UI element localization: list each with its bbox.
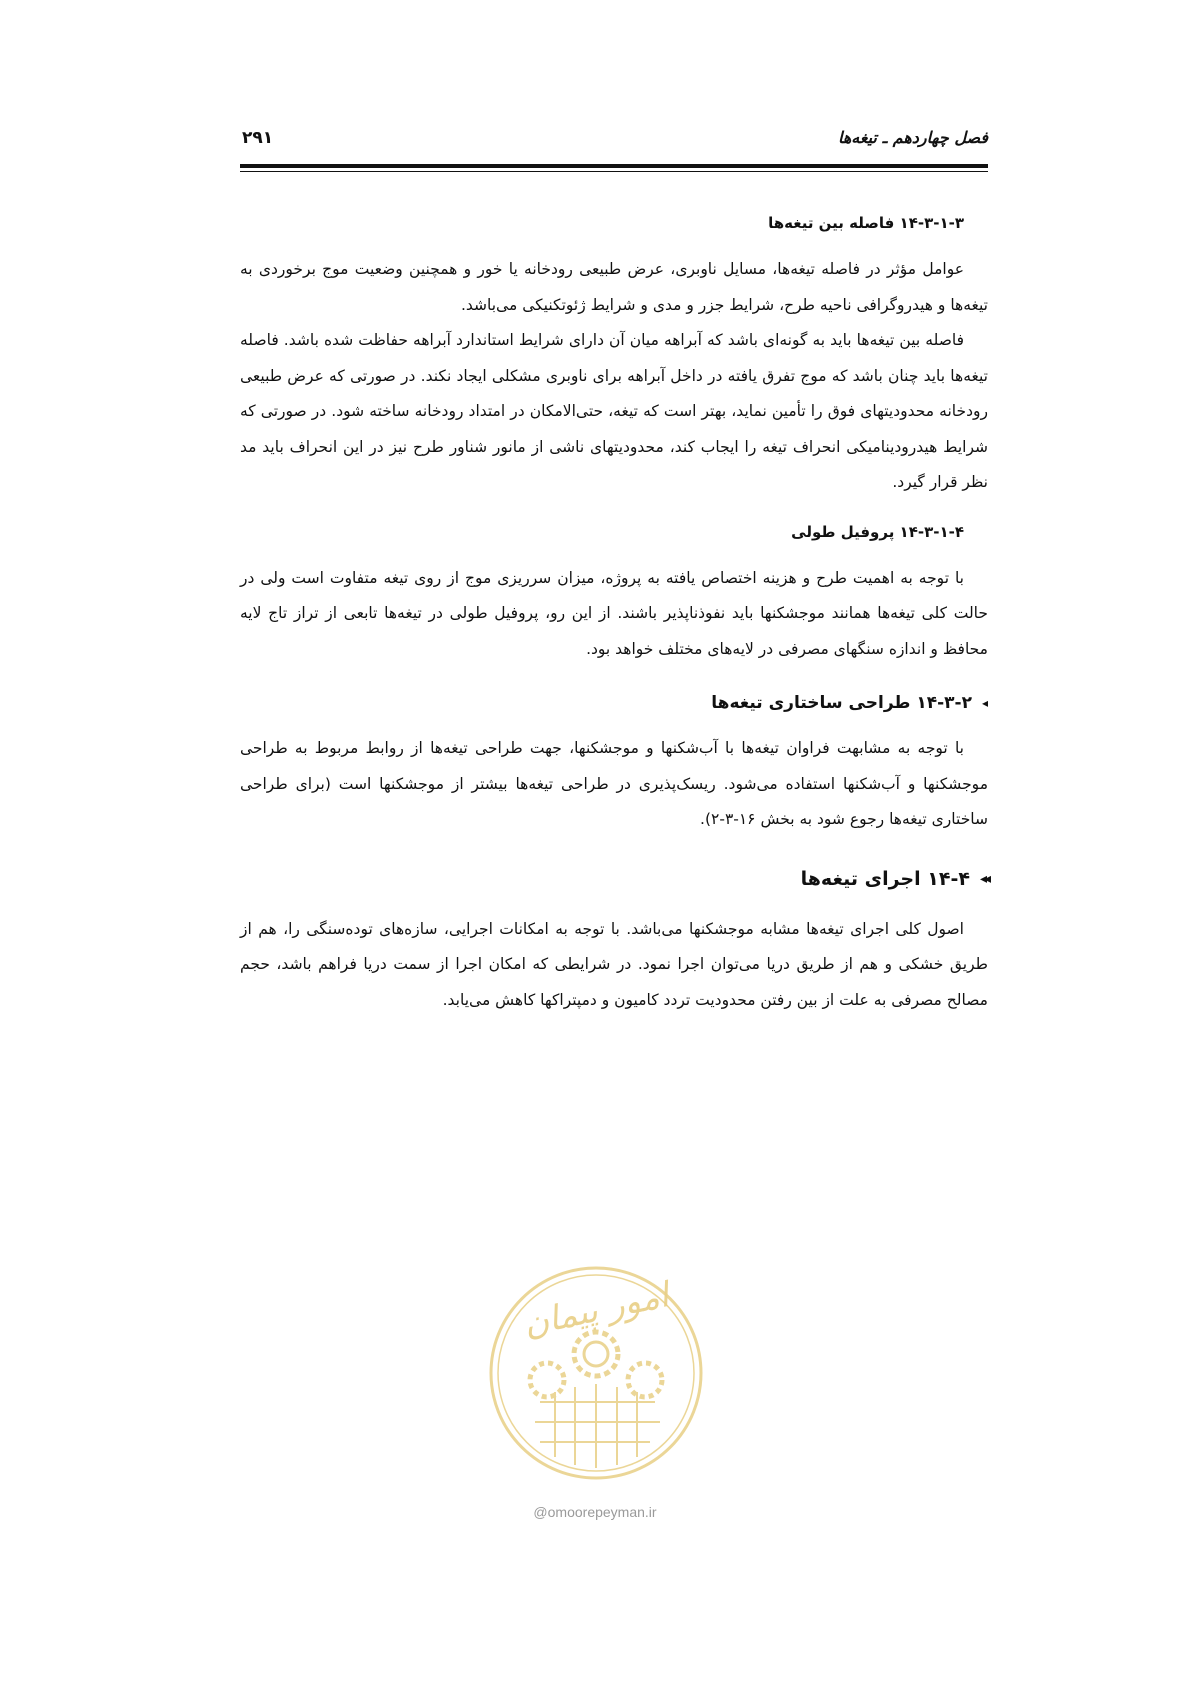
header-rule-thick <box>240 164 988 168</box>
chapter-section-heading-text: ۱۴-۴ اجرای تیغه‌ها <box>800 867 970 890</box>
paragraph: اصول کلی اجرای تیغه‌ها مشابه موجشکنها می‌باشد. با توجه به امکانات اجرایی، سازه‌های توده‌سنگی را، هم از طریق خشکی و هم از طریق دریا می‌توان اجرا نمود. در شرایطی که امکان اجرا از سمت دریا فراهم باشد، حجم مصالح مصرفی به علت از بین رفتن محدودیت تردد کامیون و دمپتراکها کاهش می‌یابد. <box>240 919 988 1009</box>
chapter-title: فصل چهاردهم ـ تیغه‌ها <box>837 128 988 147</box>
watermark-logo <box>485 1262 707 1484</box>
subsection-heading: ۱۴-۳-۱-۳ فاصله بین تیغه‌ها <box>768 214 964 232</box>
paragraph: عوامل مؤثر در فاصله تیغه‌ها، مسایل ناوبری، عرض طبیعی رودخانه یا خور و همچنین وضعیت موج برخوردی به تیغه‌ها و هیدروگرافی ناحیه طرح، شرایط جزر و مدی و شرایط ژئوتکنیکی می‌باشد. <box>240 260 988 314</box>
watermark-logo-text: امور پیمان <box>519 1275 673 1345</box>
section-spacing <box>240 210 988 501</box>
subsection-heading: ۱۴-۳-۱-۴ پروفیل طولی <box>791 522 964 541</box>
page-number: ۲۹۱ <box>242 128 274 148</box>
chapter-section-heading <box>240 864 988 894</box>
section-longitudinal-profile <box>240 519 988 668</box>
section-heading-text: ۱۴-۳-۲ طراحی ساختاری تیغه‌ها <box>711 693 972 713</box>
section-structural-design <box>240 689 988 838</box>
paragraph: با توجه به مشابهت فراوان تیغه‌ها با آب‌شکنها و موجشکنها، جهت طراحی تیغه‌ها از روابط مربوط به طراحی موجشکنها و آب‌شکنها استفاده می‌شود. ریسک‌پذیری در طراحی تیغه‌ها بیشتر از موجشکنها است (برای طراحی ساختاری تیغه‌ها رجوع شود به بخش ۱۶-۳-۲). <box>240 739 988 828</box>
section-execution <box>240 864 988 1019</box>
page-body <box>240 210 988 1018</box>
page-header <box>240 128 988 162</box>
watermark-url: @omoorepeyman.ir <box>533 1504 657 1520</box>
paragraph: فاصله بین تیغه‌ها باید به گونه‌ای باشد که آبراهه میان آن دارای شرایط استاندارد آبراهه حفاظت شده باشد. فاصله تیغه‌ها باید چنان باشد که موج تفرق یافته در داخل آبراهه برای ناوبری مشکلی ایجاد نکند. در صورتی که عرض طبیعی رودخانه محدودیتهای فوق را تأمین نماید، بهتر است که تیغه، حتی‌الامکان در امتداد رودخانه ساخته شود. در صورتی که شرایط هیدرودینامیکی انحراف تیغه را ایجاب کند، محدودیتهای ناشی از مانور شناور طرح نیز در این انحراف باید مد نظر قرار گیرد. <box>240 331 988 491</box>
double-bullet-marker-icon: ◂◂ <box>979 870 988 887</box>
header-rule-thin <box>240 171 988 172</box>
bullet-marker-icon: ◂ <box>981 696 988 710</box>
section-heading <box>240 689 988 717</box>
paragraph: با توجه به اهمیت طرح و هزینه اختصاص یافته به پروژه، میزان سرریزی موج از روی تیغه متفاوت است ولی در حالت کلی تیغه‌ها همانند موجشکنها باید نفوذناپذیر باشند. از این رو، پروفیل طولی در تیغه‌ها تابعی از تراز تاج لایه محافظ و اندازه سنگهای مصرفی در لایه‌های مختلف خواهد بود. <box>240 568 988 658</box>
